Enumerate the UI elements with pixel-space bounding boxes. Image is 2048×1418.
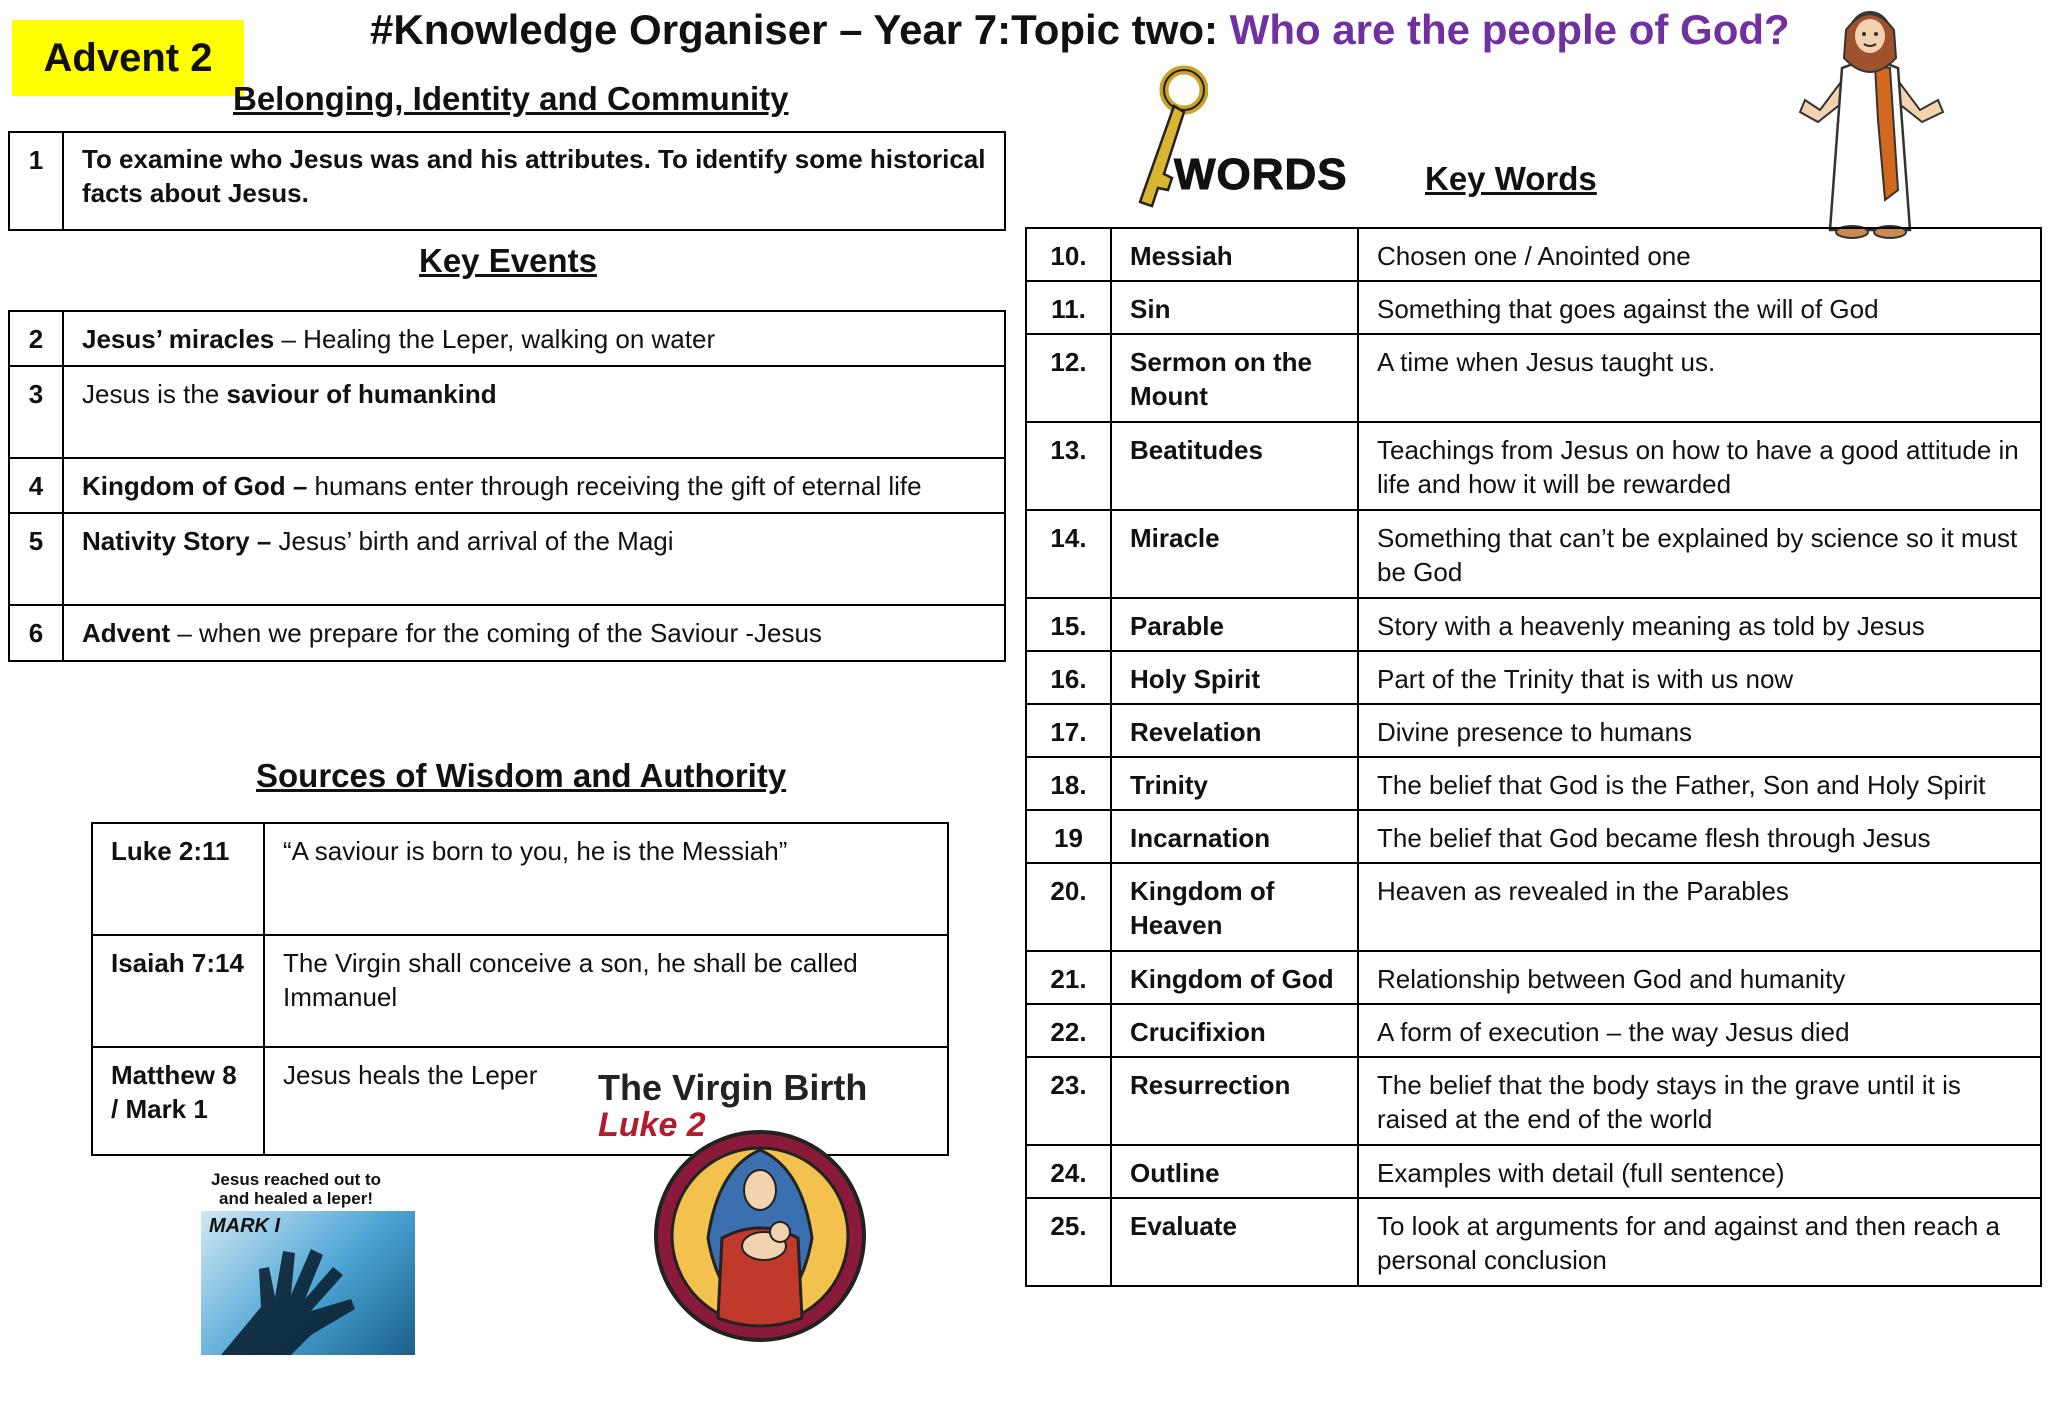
key-word-num: 15. <box>1026 598 1111 651</box>
key-word-num: 19 <box>1026 810 1111 863</box>
table-row <box>9 513 1005 605</box>
madonna-and-child-icon <box>652 1128 868 1349</box>
leper-caption: Jesus reached out to and healed a leper! <box>210 1170 382 1208</box>
section-subtitle: Belonging, Identity and Community <box>233 80 789 117</box>
key-word-definition: A form of execution – the way Jesus died <box>1358 1004 2041 1057</box>
page-title <box>370 6 1790 54</box>
event-bold: saviour of humankind <box>226 379 497 409</box>
key-word-num: 13. <box>1026 422 1111 510</box>
table-row <box>1026 334 2041 422</box>
key-words-body <box>1026 228 2041 1286</box>
key-word-term: Resurrection <box>1111 1057 1358 1145</box>
key-word-term: Kingdom of God <box>1111 951 1358 1004</box>
key-word-num: 14. <box>1026 510 1111 598</box>
event-text <box>63 311 1005 366</box>
table-row <box>9 311 1005 366</box>
key-word-term: Incarnation <box>1111 810 1358 863</box>
key-word-term: Sermon on the Mount <box>1111 334 1358 422</box>
table-row <box>1026 510 2041 598</box>
key-word-num: 12. <box>1026 334 1111 422</box>
key-word-term: Crucifixion <box>1111 1004 1358 1057</box>
event-text <box>63 366 1005 458</box>
event-text <box>63 458 1005 513</box>
key-word-term: Miracle <box>1111 510 1358 598</box>
table-row <box>9 605 1005 661</box>
key-word-term: Outline <box>1111 1145 1358 1198</box>
advent-badge: Advent 2 <box>12 20 244 96</box>
key-word-num: 10. <box>1026 228 1111 281</box>
table-row <box>1026 863 2041 951</box>
objective-row <box>9 132 1005 230</box>
key-word-num: 16. <box>1026 651 1111 704</box>
table-row <box>1026 810 2041 863</box>
objective-num: 1 <box>9 132 63 230</box>
key-word-term: Kingdom of Heaven <box>1111 863 1358 951</box>
title-question: Who are the people of God? <box>1229 6 1790 53</box>
event-num: 6 <box>9 605 63 661</box>
key-word-term: Revelation <box>1111 704 1358 757</box>
key-word-num: 17. <box>1026 704 1111 757</box>
key-word-definition: Something that can’t be explained by science so it must be God <box>1358 510 2041 598</box>
key-word-definition: Heaven as revealed in the Parables <box>1358 863 2041 951</box>
key-words-table <box>1025 227 2042 1287</box>
table-row <box>1026 757 2041 810</box>
table-row <box>1026 1198 2041 1286</box>
event-pre: Jesus is the <box>82 379 227 409</box>
event-rest: Jesus’ birth and arrival of the Magi <box>271 526 674 556</box>
event-rest: – Healing the Leper, walking on water <box>274 324 716 354</box>
table-row <box>1026 1004 2041 1057</box>
leper-image <box>201 1211 415 1355</box>
event-bold: Advent <box>82 618 171 648</box>
key-word-definition: Something that goes against the will of God <box>1358 281 2041 334</box>
reaching-hand-icon <box>201 1211 415 1355</box>
table-row <box>1026 228 2041 281</box>
table-row <box>1026 704 2041 757</box>
key-word-num: 25. <box>1026 1198 1111 1286</box>
key-word-definition: Teachings from Jesus on how to have a good attitude in life and how it will be rewarded <box>1358 422 2041 510</box>
table-row <box>1026 422 2041 510</box>
event-num: 4 <box>9 458 63 513</box>
virgin-birth-subtitle: Luke 2 <box>598 1106 706 1144</box>
leper-image-tag: MARK I <box>209 1215 281 1237</box>
table-row <box>92 935 948 1047</box>
key-word-num: 23. <box>1026 1057 1111 1145</box>
key-word-definition: A time when Jesus taught us. <box>1358 334 2041 422</box>
key-word-term: Parable <box>1111 598 1358 651</box>
key-word-num: 24. <box>1026 1145 1111 1198</box>
source-ref: Luke 2:11 <box>92 823 264 935</box>
table-row <box>1026 1057 2041 1145</box>
event-bold: Kingdom of God – <box>82 471 308 501</box>
event-text <box>63 605 1005 661</box>
table-row <box>9 458 1005 513</box>
event-num: 2 <box>9 311 63 366</box>
title-prefix: #Knowledge Organiser – Year 7:Topic two: <box>370 6 1230 53</box>
key-word-num: 22. <box>1026 1004 1111 1057</box>
table-row <box>1026 651 2041 704</box>
source-ref: Isaiah 7:14 <box>92 935 264 1047</box>
key-events-heading: Key Events <box>419 242 597 279</box>
jesus-figure-icon <box>1780 0 1960 245</box>
objective-table <box>8 131 1006 231</box>
event-text <box>63 513 1005 605</box>
key-word-term: Beatitudes <box>1111 422 1358 510</box>
table-row <box>1026 281 2041 334</box>
key-word-definition: The belief that the body stays in the grave until it is raised at the end of the world <box>1358 1057 2041 1145</box>
event-rest: – when we prepare for the coming of the Saviour -Jesus <box>170 618 822 648</box>
key-word-definition: Divine presence to humans <box>1358 704 2041 757</box>
key-words-logo <box>1128 62 1348 217</box>
table-row <box>1026 1145 2041 1198</box>
key-word-term: Holy Spirit <box>1111 651 1358 704</box>
key-words-heading: Key Words <box>1425 160 1597 197</box>
key-word-definition: Story with a heavenly meaning as told by Jesus <box>1358 598 2041 651</box>
table-row <box>1026 598 2041 651</box>
key-word-term: Messiah <box>1111 228 1358 281</box>
key-word-term: Trinity <box>1111 757 1358 810</box>
event-num: 3 <box>9 366 63 458</box>
key-word-term: Evaluate <box>1111 1198 1358 1286</box>
table-row <box>92 823 948 935</box>
objective-text: To examine who Jesus was and his attributes. To identify some historical facts about Jesus. <box>63 132 1005 230</box>
key-word-definition: Examples with detail (full sentence) <box>1358 1145 2041 1198</box>
virgin-birth-title: The Virgin Birth <box>598 1067 868 1108</box>
key-word-definition: Part of the Trinity that is with us now <box>1358 651 2041 704</box>
key-word-definition: To look at arguments for and against and then reach a personal conclusion <box>1358 1198 2041 1286</box>
key-word-num: 21. <box>1026 951 1111 1004</box>
event-bold: Nativity Story – <box>82 526 272 556</box>
source-text: “A saviour is born to you, he is the Messiah” <box>264 823 948 935</box>
key-word-num: 20. <box>1026 863 1111 951</box>
source-text: Jesus heals the Leper <box>264 1047 948 1155</box>
key-word-definition: Relationship between God and humanity <box>1358 951 2041 1004</box>
sources-heading: Sources of Wisdom and Authority <box>256 757 787 794</box>
event-bold: Jesus’ miracles <box>82 324 275 354</box>
key-events-table <box>8 310 1006 662</box>
event-rest: humans enter through receiving the gift of eternal life <box>307 471 922 501</box>
key-word-definition: Chosen one / Anointed one <box>1358 228 2041 281</box>
key-word-definition: The belief that God is the Father, Son and Holy Spirit <box>1358 757 2041 810</box>
table-row <box>1026 951 2041 1004</box>
source-ref: Matthew 8 / Mark 1 <box>92 1047 264 1155</box>
source-text: The Virgin shall conceive a son, he shall be called Immanuel <box>264 935 948 1047</box>
event-num: 5 <box>9 513 63 605</box>
key-word-num: 11. <box>1026 281 1111 334</box>
key-words-logo-text: WORDS <box>1174 150 1348 199</box>
table-row <box>9 366 1005 458</box>
key-word-term: Sin <box>1111 281 1358 334</box>
key-word-num: 18. <box>1026 757 1111 810</box>
key-word-definition: The belief that God became flesh through Jesus <box>1358 810 2041 863</box>
